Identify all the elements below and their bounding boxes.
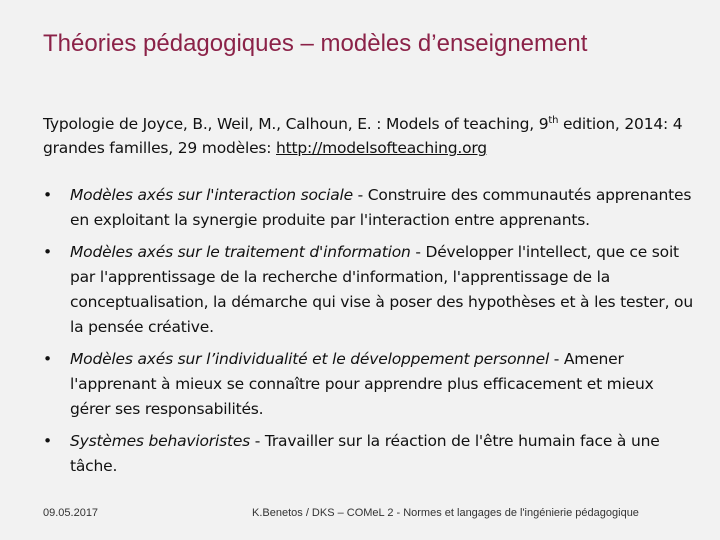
slide-title: Théories pédagogiques – modèles d’enseignement [43, 30, 588, 57]
bullet-description: - Développer l'intellect, que ce soit par l'apprentissage de la recherche d'information, l'apprentissage de la conceptualisation, la démarche qui vise à poser des hypothèses et à les tester, ou la pensée créative. [70, 243, 693, 336]
bullet-description: - Amener l'apprenant à mieux se connaître pour apprendre plus efficacement et mieux gérer ses responsabilités. [70, 350, 654, 418]
intro-text-continued: edition, 2014: 4 grandes familles, 29 modèles: [43, 115, 683, 157]
intro-paragraph [43, 112, 693, 160]
bullet-marker: • [43, 432, 52, 450]
bullet-term: Modèles axés sur l'interaction sociale [70, 186, 353, 204]
bullet-term: Modèles axés sur l’individualité et le développement personnel [70, 350, 550, 368]
intro-text: Typologie de Joyce, B., Weil, M., Calhoun, E. : Models of teaching, 9 [43, 115, 549, 133]
models-of-teaching-link[interactable]: http://modelsofteaching.org [276, 139, 487, 157]
list-item-behaviorist-systems [43, 429, 693, 479]
bullet-term: Systèmes behavioristes [70, 432, 251, 450]
list-item-social-interaction [43, 183, 693, 233]
bullet-description: - Construire des communautés apprenantes en exploitant la synergie produite par l'interaction entre apprenants. [70, 186, 692, 229]
footer-date: 09.05.2017 [43, 507, 99, 519]
footer-credit: K.Benetos / DKS – COMeL 2 - Normes et langages de l'ingénierie pédagogique [252, 507, 639, 519]
model-families-list [43, 183, 693, 486]
bullet-term: Modèles axés sur le traitement d'information [70, 243, 411, 261]
bullet-description: - Travailler sur la réaction de l'être humain face à une tâche. [70, 432, 660, 475]
list-item-information-processing [43, 240, 693, 340]
bullet-marker: • [43, 186, 52, 204]
bullet-marker: • [43, 243, 52, 261]
bullet-marker: • [43, 350, 52, 368]
intro-superscript: th [548, 114, 559, 126]
list-item-personal-development [43, 347, 693, 422]
